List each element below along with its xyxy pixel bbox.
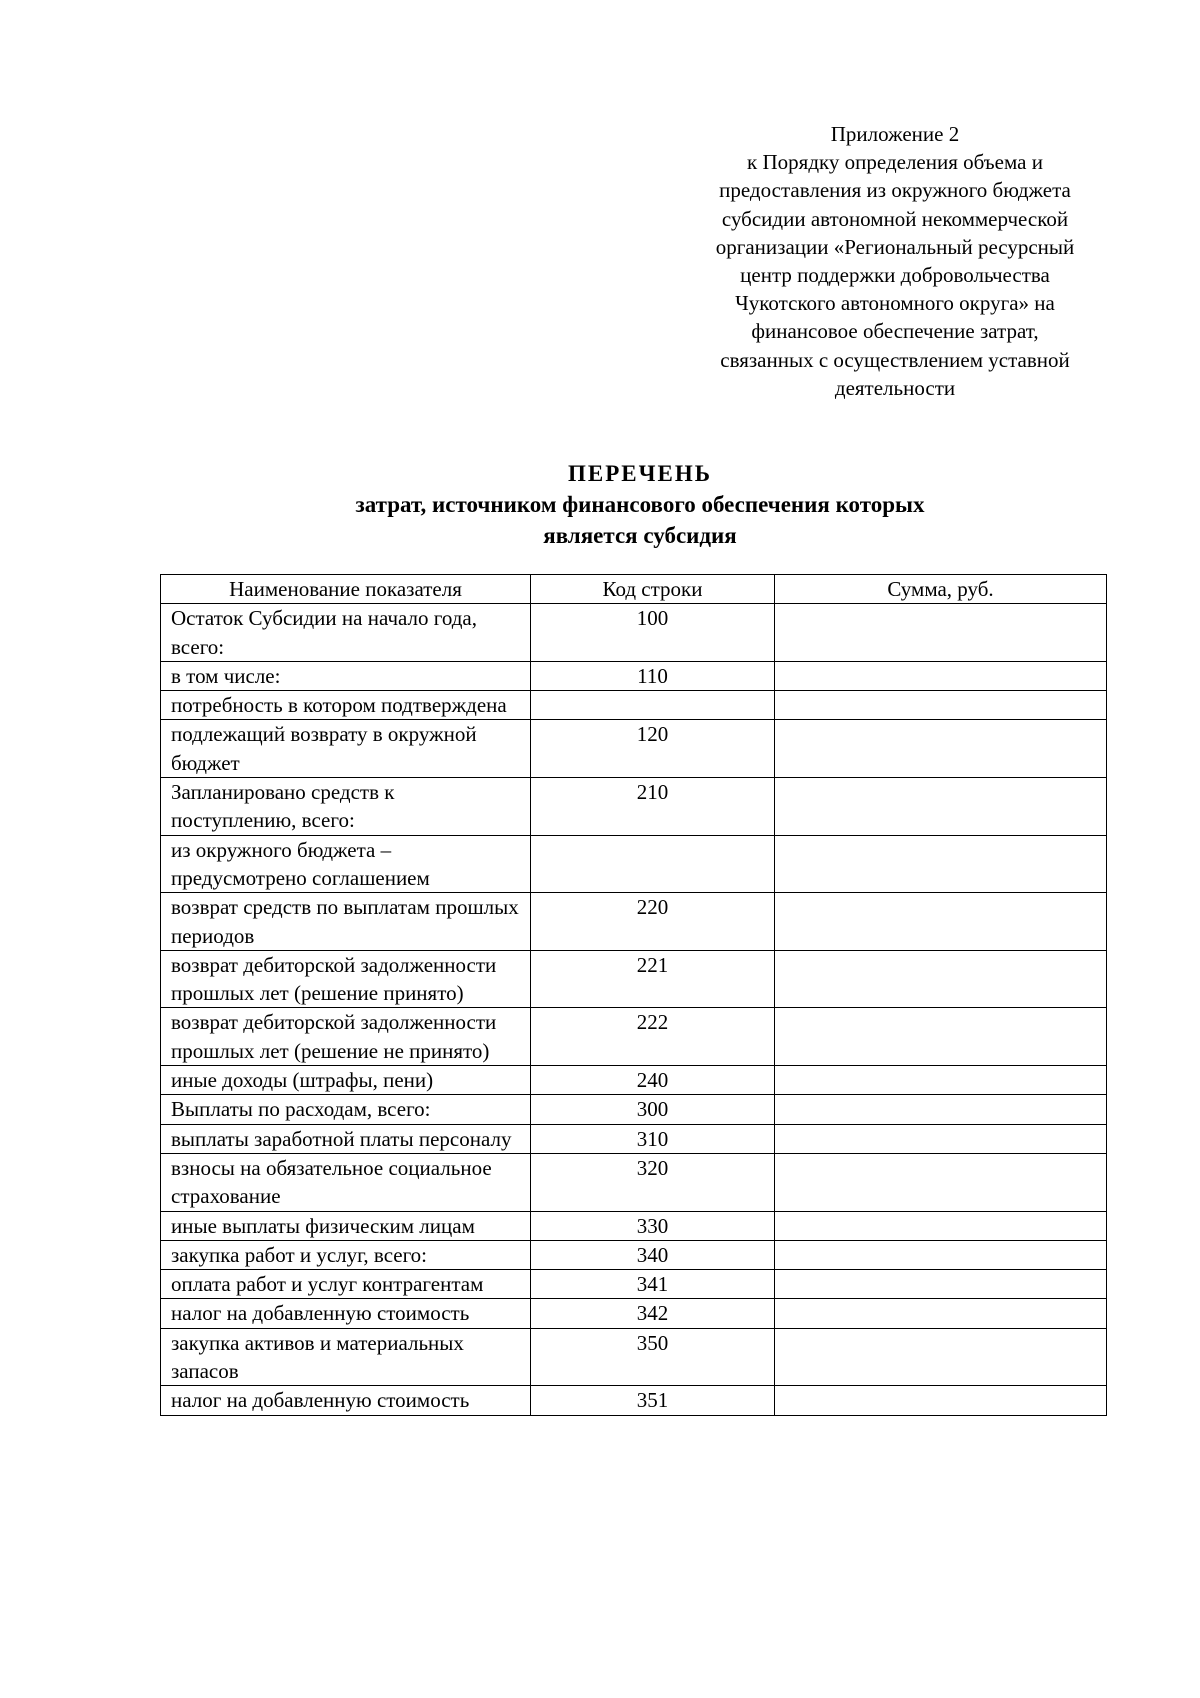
indicator-name-cell: возврат средств по выплатам прошлых периодов bbox=[161, 893, 531, 951]
amount-cell bbox=[775, 1008, 1107, 1066]
table-row bbox=[161, 893, 1107, 951]
table-row bbox=[161, 691, 1107, 720]
amount-cell bbox=[775, 1328, 1107, 1386]
table-row bbox=[161, 1270, 1107, 1299]
table-row bbox=[161, 1211, 1107, 1240]
line-code-cell: 350 bbox=[531, 1328, 775, 1386]
indicator-name-cell: налог на добавленную стоимость bbox=[161, 1299, 531, 1328]
amount-cell bbox=[775, 1270, 1107, 1299]
table-row bbox=[161, 1008, 1107, 1066]
indicator-name-cell: Остаток Субсидии на начало года, всего: bbox=[161, 604, 531, 662]
amount-cell bbox=[775, 661, 1107, 690]
table-row bbox=[161, 604, 1107, 662]
line-code-cell: 110 bbox=[531, 661, 775, 690]
table-row bbox=[161, 1386, 1107, 1415]
line-code-cell bbox=[531, 835, 775, 893]
appendix-line: субсидии автономной некоммерческой bbox=[721, 206, 1069, 231]
line-code-cell: 341 bbox=[531, 1270, 775, 1299]
indicator-name-cell: взносы на обязательное социальное страхование bbox=[161, 1153, 531, 1211]
indicator-name-cell: закупка работ и услуг, всего: bbox=[161, 1240, 531, 1269]
amount-cell bbox=[775, 691, 1107, 720]
appendix-line: Приложение 2 bbox=[830, 122, 960, 146]
line-code-cell bbox=[531, 691, 775, 720]
amount-cell bbox=[775, 604, 1107, 662]
appendix-line: деятельности bbox=[834, 375, 956, 400]
table-body bbox=[161, 604, 1107, 1415]
table-row bbox=[161, 720, 1107, 778]
indicator-name-cell: Запланировано средств к поступлению, всего: bbox=[161, 778, 531, 836]
appendix-line: финансовое обеспечение затрат, bbox=[751, 319, 1039, 344]
indicator-name-cell: подлежащий возврату в окружной бюджет bbox=[161, 720, 531, 778]
amount-cell bbox=[775, 1299, 1107, 1328]
amount-cell bbox=[775, 1211, 1107, 1240]
indicator-name-cell: возврат дебиторской задолженности прошлых лет (решение принято) bbox=[161, 950, 531, 1008]
table-row bbox=[161, 778, 1107, 836]
table-row bbox=[161, 1095, 1107, 1124]
line-code-cell: 210 bbox=[531, 778, 775, 836]
appendix-line: связанных с осуществлением уставной bbox=[720, 347, 1070, 372]
line-code-cell: 351 bbox=[531, 1386, 775, 1415]
table-row bbox=[161, 1328, 1107, 1386]
indicator-name-cell: в том числе: bbox=[161, 661, 531, 690]
document-title bbox=[160, 458, 1120, 551]
line-code-cell: 221 bbox=[531, 950, 775, 1008]
amount-cell bbox=[775, 720, 1107, 778]
line-code-cell: 340 bbox=[531, 1240, 775, 1269]
indicator-name-cell: выплаты заработной платы персоналу bbox=[161, 1124, 531, 1153]
amount-cell bbox=[775, 893, 1107, 951]
amount-cell bbox=[775, 950, 1107, 1008]
line-code-cell: 342 bbox=[531, 1299, 775, 1328]
appendix-line: центр поддержки добровольчества bbox=[740, 263, 1050, 288]
amount-cell bbox=[775, 778, 1107, 836]
header-indicator-name: Наименование показателя bbox=[161, 575, 531, 604]
appendix-line: к Порядку определения объема и bbox=[747, 150, 1043, 175]
appendix-line: организации «Региональный ресурсный bbox=[715, 234, 1075, 259]
indicator-name-cell: закупка активов и материальных запасов bbox=[161, 1328, 531, 1386]
line-code-cell: 330 bbox=[531, 1211, 775, 1240]
title-main: ПЕРЕЧЕНЬ bbox=[568, 461, 712, 486]
indicator-name-cell: из окружного бюджета – предусмотрено соглашением bbox=[161, 835, 531, 893]
indicator-name-cell: потребность в котором подтверждена bbox=[161, 691, 531, 720]
table-row bbox=[161, 1066, 1107, 1095]
table-row bbox=[161, 1240, 1107, 1269]
line-code-cell: 320 bbox=[531, 1153, 775, 1211]
line-code-cell: 240 bbox=[531, 1066, 775, 1095]
amount-cell bbox=[775, 1153, 1107, 1211]
indicator-name-cell: налог на добавленную стоимость bbox=[161, 1386, 531, 1415]
table-header-row bbox=[161, 575, 1107, 604]
indicator-name-cell: Выплаты по расходам, всего: bbox=[161, 1095, 531, 1124]
title-subtitle-line-1: затрат, источником финансового обеспечения которых bbox=[355, 492, 925, 517]
indicator-name-cell: оплата работ и услуг контрагентам bbox=[161, 1270, 531, 1299]
indicator-name-cell: иные выплаты физическим лицам bbox=[161, 1211, 531, 1240]
table-row bbox=[161, 835, 1107, 893]
line-code-cell: 222 bbox=[531, 1008, 775, 1066]
appendix-line: Чукотского автономного округа» на bbox=[735, 291, 1055, 316]
line-code-cell: 300 bbox=[531, 1095, 775, 1124]
line-code-cell: 100 bbox=[531, 604, 775, 662]
table-row bbox=[161, 661, 1107, 690]
amount-cell bbox=[775, 1124, 1107, 1153]
amount-cell bbox=[775, 1066, 1107, 1095]
table-row bbox=[161, 1124, 1107, 1153]
table-row bbox=[161, 1299, 1107, 1328]
amount-cell bbox=[775, 1095, 1107, 1124]
line-code-cell: 310 bbox=[531, 1124, 775, 1153]
line-code-cell: 120 bbox=[531, 720, 775, 778]
line-code-cell: 220 bbox=[531, 893, 775, 951]
amount-cell bbox=[775, 1386, 1107, 1415]
indicator-name-cell: возврат дебиторской задолженности прошлых лет (решение не принято) bbox=[161, 1008, 531, 1066]
header-line-code: Код строки bbox=[531, 575, 775, 604]
amount-cell bbox=[775, 835, 1107, 893]
table-row bbox=[161, 1153, 1107, 1211]
title-subtitle-line-2: является субсидия bbox=[543, 523, 737, 548]
appendix-line: предоставления из окружного бюджета bbox=[719, 178, 1071, 203]
indicator-name-cell: иные доходы (штрафы, пени) bbox=[161, 1066, 531, 1095]
amount-cell bbox=[775, 1240, 1107, 1269]
header-amount: Сумма, руб. bbox=[775, 575, 1107, 604]
costs-table bbox=[160, 574, 1107, 1416]
appendix-note bbox=[690, 120, 1100, 402]
table-row bbox=[161, 950, 1107, 1008]
